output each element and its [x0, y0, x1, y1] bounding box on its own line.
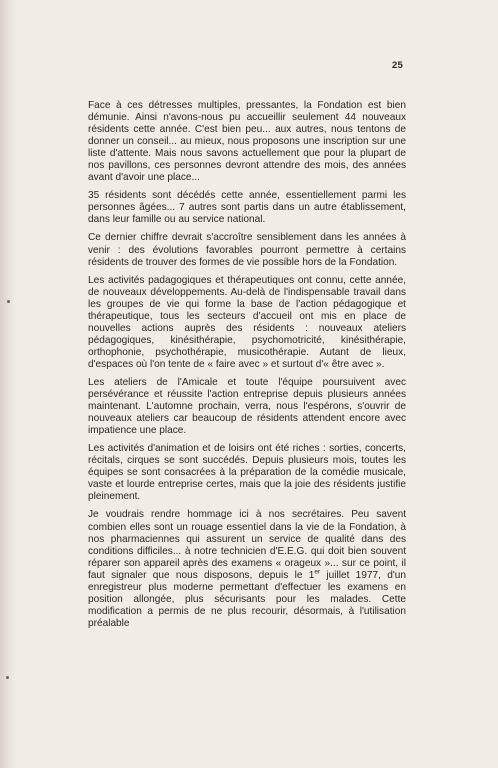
page-number: 25: [392, 60, 403, 71]
page-binding-edge: [0, 0, 16, 768]
paragraph: 35 résidents sont décédés cette année, essentiellement parmi les personnes âgées... 7 autres sont partis dans un autre établissement, dans leur famille ou au service national.: [88, 190, 406, 226]
paragraph: Les activités padagogiques et thérapeutiques ont connu, cette année, de nouveaux développements. Au-delà de l'indispensable travail dans les groupes de vie qui forme la base de l'action pédagogique et thérapeutique, tous les secteurs d'accueil ont mis en place de nouvelles actions auprès des résidents : nouveaux ateliers pédagogiques, kinésithérapie, psychomotricité, kinésithérapie, orthophonie, psychothérapie, musicothérapie. Autant de lieux, d'espaces où l'on tente de « faire avec » et surtout d'« être avec ».: [88, 274, 406, 370]
binding-mark: [6, 676, 9, 679]
paragraph: Ce dernier chiffre devrait s'accroître sensiblement dans les années à venir : des évolutions favorables pourront permettre à certains résidents de trouver des formes de vie possible hors de la Fondation.: [88, 232, 406, 268]
paragraph: Face à ces détresses multiples, pressantes, la Fondation est bien démunie. Ainsi n'avons-nous pu accueillir seulement 44 nouveaux résidents cette année. C'est bien peu... aux autres, nous tentons de donner un conseil... au mieux, nous proposons une inscription sur une liste d'attente. Mais nous savons actuellement que pour la plupart de nos pavillons, ces personnes devront attendre des mois, des années avant d'avoir une place...: [88, 100, 406, 184]
paragraph: [88, 509, 406, 629]
paragraph-text: juillet 1977, d'un enregistreur plus moderne permettant d'effectuer les examens en position allongée, plus sécurisants pour les malades. Cette modification a permis de ne plus recourir, désormais, à l'utilisation préalable: [88, 569, 406, 629]
ordinal-superscript: er: [314, 568, 321, 576]
body-text: [88, 100, 406, 636]
binding-mark: [7, 300, 10, 303]
paragraph: Les ateliers de l'Amicale et toute l'équipe poursuivent avec persévérance et réussite l'action entreprise depuis plusieurs années maintenant. L'automne prochain, verra, nous l'espérons, s'ouvrir de nouveaux ateliers car beaucoup de résidents attendent encore avec impatience une place.: [88, 376, 406, 437]
paragraph: Les activités d'animation et de loisirs ont été riches : sorties, concerts, récitals, cirques se sont succédés. Depuis plusieurs mois, toutes les équipes se sont consacrées à la préparation de la comédie musicale, vaste et lourde entreprise certes, mais que la joie des résidents justifie pleinement.: [88, 443, 406, 503]
paragraph-text: Je voudrais rendre hommage ici à nos secrétaires. Peu savent combien elles sont un rouage essentiel dans la vie de la Fondation, à nos pharmaciennes qui assurent un service de qualité dans des conditions difficiles... à notre technicien d'E.E.G. qui doit bien souvent réparer son appareil après des examens « orageux »... sur ce point, il faut signaler que nous disposons, depuis le 1: [88, 509, 406, 581]
